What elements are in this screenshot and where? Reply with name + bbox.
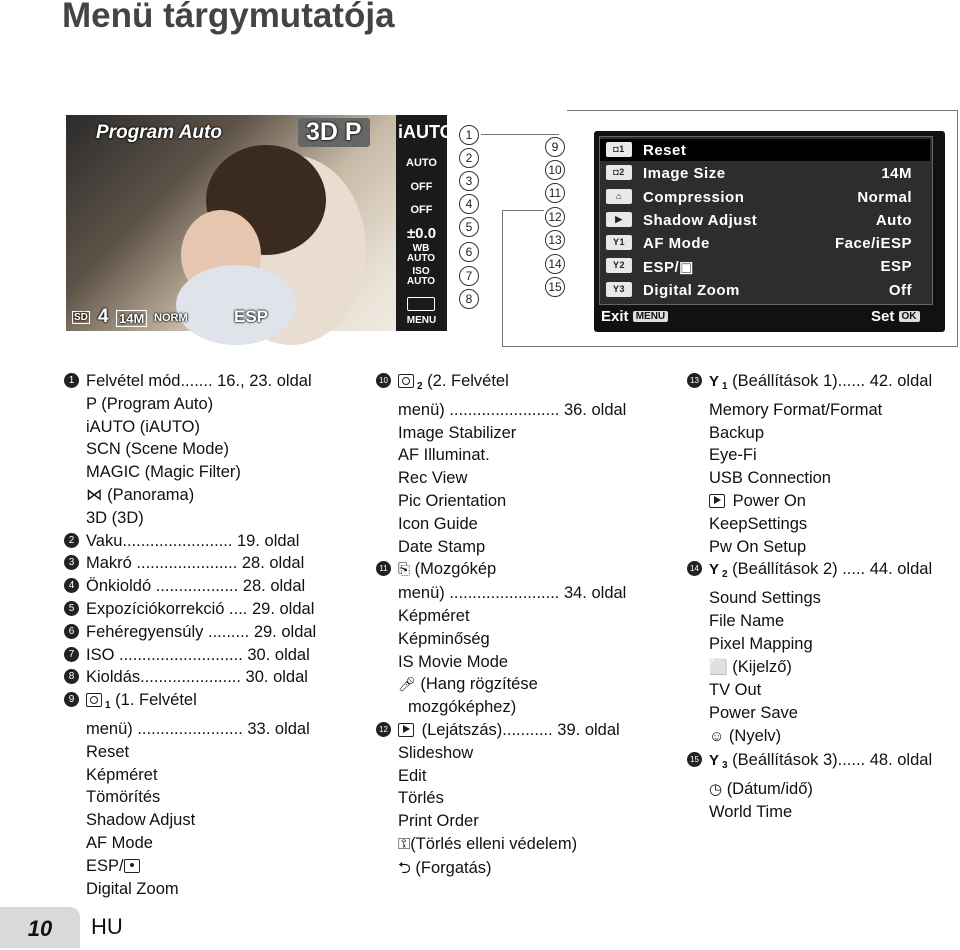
index-subentry: Pic Orientation: [398, 491, 507, 510]
camera-live-view-screen: [66, 115, 454, 331]
index-subentry: mozgóképhez): [408, 698, 517, 717]
index-subentry: Pixel Mapping: [709, 634, 813, 653]
index-entry: 4 Önkioldó .................. 28. oldal: [86, 575, 316, 598]
menu-row-af-mode[interactable]: [600, 232, 930, 254]
index-subentry: menü) ........................ 34. oldal: [398, 584, 627, 603]
callout-4: 4: [459, 194, 479, 214]
compression-icon: NORM: [154, 312, 188, 324]
index-entry: 7 ISO ........................... 30. oldal: [86, 644, 316, 667]
ok-key-icon: OK: [899, 311, 920, 322]
index-entry: 13 Y $_1$ (Beállítások 1)...... 42. oldal: [709, 370, 932, 399]
menu-row-compression[interactable]: [600, 186, 930, 208]
index-subentry: 3D (3D): [86, 508, 144, 527]
side-item-mode: iAUTO: [398, 122, 454, 142]
index-subentry: Eye-Fi: [709, 446, 757, 465]
callout-10: 10: [545, 160, 565, 180]
callout-1: 1: [459, 125, 479, 145]
index-subentry: World Time: [709, 803, 793, 822]
menu-row-label: AF Mode: [643, 235, 710, 252]
index-subentry: ☺ (Nyelv): [709, 726, 782, 745]
side-item-selftimer: OFF: [410, 204, 433, 216]
index-subentry: Date Stamp: [398, 537, 486, 556]
index-entry: 5 Expozíciókorrekció .... 29. oldal: [86, 598, 316, 621]
index-subentry: Digital Zoom: [86, 879, 179, 898]
index-subentry: menü) ....................... 33. oldal: [86, 719, 310, 738]
callout-8: 8: [459, 289, 479, 309]
index-entry: 12 (Lejátszás)........... 39. oldal: [398, 719, 626, 742]
remaining-shots: 4: [98, 306, 109, 327]
side-item-iso: ISO AUTO: [406, 266, 436, 287]
index-entry: 2 Vaku........................ 19. oldal: [86, 530, 316, 553]
menu-row-value: Face/iESP: [834, 235, 912, 252]
callout-3: 3: [459, 171, 479, 191]
page-title: Menü tárgymutatója: [62, 0, 395, 35]
callout-11: 11: [545, 183, 565, 203]
leader-line: [567, 110, 958, 111]
set-label: Set: [871, 308, 895, 325]
menu-row-image-size[interactable]: [600, 162, 930, 184]
callout-badge: 10: [376, 373, 391, 388]
callout-badge: 13: [687, 373, 702, 388]
index-entry: 11 ⎘ (Mozgókép: [398, 558, 626, 582]
side-item-wb: WB AUTO: [406, 243, 436, 264]
callout-badge: 6: [64, 624, 79, 639]
index-subentry: Képméret: [86, 765, 158, 784]
callout-badge: 5: [64, 601, 79, 616]
index-subentry: Rec View: [398, 469, 468, 488]
shooting-mode-label: Program Auto: [96, 122, 222, 143]
index-subentry: AF Mode: [86, 833, 153, 852]
index-subentry: Tömörítés: [86, 788, 161, 807]
callout-2: 2: [459, 148, 479, 168]
index-subentry: Shadow Adjust: [86, 811, 196, 830]
index-subentry: AF Illuminat.: [398, 446, 490, 465]
index-subentry: Power Save: [709, 704, 798, 723]
index-subentry: Pw On Setup: [709, 537, 807, 556]
index-subentry: TV Out: [709, 681, 762, 700]
menu-row-value: ESP: [880, 258, 912, 275]
spot-metering-icon: [124, 859, 140, 873]
page-number: 10: [0, 907, 80, 948]
index-entry: 10 $_2$ (2. Felvétel: [398, 370, 626, 399]
callout-12: 12: [545, 207, 565, 227]
callout-badge: 4: [64, 578, 79, 593]
index-subentry: ⚿(Törlés elleni védelem): [398, 834, 578, 853]
index-subentry: Reset: [86, 742, 130, 761]
callout-badge: 2: [64, 533, 79, 548]
index-subentry: Sound Settings: [709, 589, 821, 608]
side-item-macro: OFF: [410, 181, 433, 193]
index-subentry: Edit: [398, 766, 427, 785]
index-subentry: MAGIC (Magic Filter): [86, 463, 241, 482]
index-subentry: ◷ (Dátum/idő): [709, 779, 813, 798]
callout-badge: 11: [376, 561, 391, 576]
camera-2-tab-icon: ◘2: [606, 165, 632, 180]
index-subentry: USB Connection: [709, 469, 831, 488]
menu-row-label: ESP/▣: [643, 259, 694, 276]
menu-row-value: 14M: [881, 165, 912, 182]
menu-exit[interactable]: [601, 308, 668, 325]
index-entry: 1 Felvétel mód....... 16., 23. oldal: [86, 370, 316, 393]
index-subentry: Képméret: [398, 606, 470, 625]
index-subentry: Törlés: [398, 789, 444, 808]
index-subentry: File Name: [709, 611, 785, 630]
index-subentry: Power On: [709, 490, 932, 513]
index-subentry: SCN (Scene Mode): [86, 440, 230, 459]
setup-1-icon: Y: [709, 373, 720, 390]
index-subentry: 🎤︎ (Hang rögzítése: [398, 675, 538, 694]
playback-icon: [709, 494, 725, 508]
menu-row-label: Shadow Adjust: [643, 212, 758, 229]
camera-menu-2-icon: [398, 374, 414, 388]
callout-badge: 9: [64, 692, 79, 707]
leader-line: [502, 346, 958, 347]
setup-3-tab-icon: Y3: [606, 282, 632, 297]
index-subentry: Backup: [709, 423, 765, 442]
callout-13: 13: [545, 230, 565, 250]
movie-menu-icon: ⎘: [398, 561, 411, 579]
callout-badge: 3: [64, 555, 79, 570]
callout-6: 6: [459, 242, 479, 262]
index-subentry: Print Order: [398, 812, 479, 831]
camera-menu-1-icon: [86, 693, 102, 707]
setup-3-icon: Y: [709, 751, 720, 769]
callout-badge: 12: [376, 722, 391, 737]
microphone-icon: 🎤︎: [398, 676, 416, 693]
menu-row-label: Compression: [643, 189, 745, 206]
index-subentry: P (Program Auto): [86, 394, 214, 413]
index-subentry: IS Movie Mode: [398, 652, 509, 671]
menu-set[interactable]: [871, 308, 920, 325]
camera-1-tab-icon: ◘1: [606, 142, 632, 157]
side-item-exposure: ±0.0: [406, 225, 437, 242]
index-column-3: [690, 370, 933, 824]
index-entry: 15 Y $_3$ (Beállítások 3)...... 48. oldal: [709, 749, 932, 778]
sd-card-icon: SD: [74, 312, 88, 323]
index-subentry: Icon Guide: [398, 514, 478, 533]
menu-row-value: Auto: [875, 212, 912, 229]
callout-badge: 15: [687, 752, 702, 767]
menu-row-esp[interactable]: [600, 255, 930, 277]
callout-14: 14: [545, 254, 565, 274]
menu-row-digital-zoom[interactable]: [600, 279, 930, 301]
index-subentry: Memory Format/Format: [709, 400, 883, 419]
index-entry: 14 Y $_2$ (Beállítások 2) ..... 44. oldal: [709, 558, 932, 587]
language-icon: ☺: [709, 727, 725, 745]
callout-5: 5: [459, 217, 479, 237]
callout-badge: 1: [64, 373, 79, 388]
side-item-drive: [407, 297, 435, 311]
callout-badge: 8: [64, 669, 79, 684]
index-column-2: [379, 370, 627, 881]
callout-badge: 7: [64, 647, 79, 662]
setup-2-tab-icon: Y2: [606, 258, 632, 273]
side-item-menu: MENU: [406, 315, 437, 326]
index-subentry: ⬜ (Kijelző): [709, 657, 792, 676]
side-item-flash: AUTO: [406, 157, 437, 169]
language-code: HU: [91, 914, 123, 939]
protect-key-icon: ⚿: [398, 835, 411, 853]
leader-line: [481, 134, 559, 135]
setup-1-tab-icon: Y1: [606, 235, 632, 250]
index-subentry: ESP/: [86, 855, 316, 878]
exit-label: Exit: [601, 308, 629, 325]
image-size-icon: 14M: [116, 310, 147, 327]
callout-15: 15: [545, 277, 565, 297]
menu-row-label: Digital Zoom: [643, 282, 740, 299]
callout-badge: 14: [687, 561, 702, 576]
callout-9: 9: [545, 137, 565, 157]
setup-2-icon: Y: [709, 561, 720, 579]
index-subentry: menü) ........................ 36. oldal: [398, 400, 627, 419]
index-entry: 3 Makró ...................... 28. oldal: [86, 552, 316, 575]
menu-row-shadow-adjust[interactable]: [600, 209, 930, 231]
index-subentry: ⮌ (Forgatás): [398, 858, 492, 877]
index-subentry: Slideshow: [398, 743, 474, 762]
menu-row-value: Off: [888, 282, 912, 299]
menu-row-label: Image Size: [643, 165, 726, 182]
index-subentry: Képminőség: [398, 629, 490, 648]
monitor-icon: ⬜: [709, 658, 728, 676]
playback-menu-icon: [398, 723, 414, 737]
index-subentry: KeepSettings: [709, 514, 808, 533]
index-entry: 6 Fehéregyensúly ......... 29. oldal: [86, 621, 316, 644]
leader-line: [502, 210, 503, 347]
index-column-1: [68, 370, 317, 900]
menu-key-icon: MENU: [633, 311, 668, 322]
leader-line: [502, 210, 544, 211]
leader-line: [957, 110, 958, 347]
clock-icon: ◷: [709, 780, 723, 798]
index-subentry: iAUTO (iAUTO): [86, 417, 200, 436]
playback-tab-icon: ▶: [606, 212, 632, 227]
mode-badge: 3D P: [298, 118, 370, 147]
metering-icon: ESP: [234, 307, 269, 326]
callout-7: 7: [459, 266, 479, 286]
index-entry: 9 $_1$ (1. Felvétel: [86, 689, 316, 718]
baby-body: [176, 265, 296, 345]
rotate-icon: ⮌: [398, 859, 411, 877]
menu-row-value: Normal: [857, 189, 912, 206]
index-subentry: Image Stabilizer: [398, 423, 517, 442]
movie-tab-icon: ⌂: [606, 189, 632, 204]
index-subentry: ⋈ (Panorama): [86, 485, 195, 504]
menu-row-reset[interactable]: [600, 139, 930, 161]
menu-row-label: Reset: [643, 142, 687, 159]
index-entry: 8 Kioldás...................... 30. oldal: [86, 666, 316, 689]
